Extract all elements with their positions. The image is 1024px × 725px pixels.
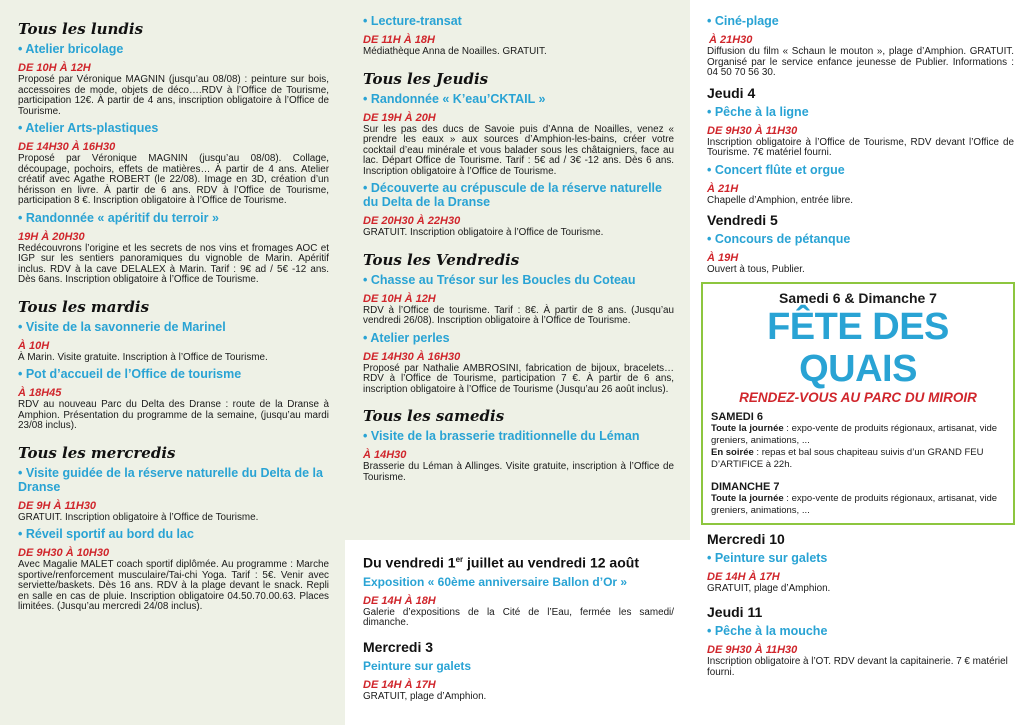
day-heading-mardi: Tous les mardis: [18, 297, 150, 316]
event-time: DE 10H À 12H: [18, 62, 91, 74]
event-description: Brasserie du Léman à Allinges. Visite gratuite, inscription à l’Office de Tourisme.: [363, 461, 674, 483]
event-exposition-ballon-dor: [363, 575, 674, 629]
day-heading-vendredi: Tous les Vendredis: [363, 250, 520, 269]
event-reveil-sportif: [18, 527, 329, 613]
column-2-dated: [345, 540, 690, 702]
fete-title: FÊTE DES QUAIS: [767, 305, 949, 390]
event-peche-mouche: [707, 624, 1014, 678]
event-time: DE 14H À 17H: [707, 570, 780, 583]
column-3: [690, 0, 1024, 725]
event-title: • Réveil sportif au bord du lac: [18, 527, 194, 541]
event-title: • Randonnée « K’eau’CKTAIL »: [363, 91, 546, 106]
event-description: Ouvert à tous, Publier.: [707, 264, 805, 275]
event-time: DE 9H30 À 11H30: [707, 124, 798, 137]
event-time: DE 19H À 20H: [363, 111, 436, 124]
date-heading-mercredi-10: Mercredi 10: [707, 530, 785, 547]
event-atelier-bricolage: [18, 42, 329, 117]
event-title: • Pot d’accueil de l’Office de tourisme: [18, 367, 242, 381]
event-time: DE 14H30 À 16H30: [18, 141, 116, 153]
event-lecture-transat: [363, 14, 674, 58]
date-heading-jeudi-11: Jeudi 11: [707, 604, 763, 620]
event-time: 19H À 20H30: [18, 230, 85, 243]
event-time: DE 9H À 11H30: [18, 499, 97, 512]
column-2-recurring: [345, 0, 690, 540]
event-time: À 18H45: [18, 387, 62, 399]
event-title: • Peinture sur galets: [707, 550, 828, 565]
event-title: • Randonnée « apéritif du terroir »: [18, 210, 219, 225]
event-time: DE 10H À 12H: [363, 292, 436, 305]
event-time: DE 9H30 À 11H30: [707, 644, 798, 656]
fete-dimanche-label: DIMANCHE 7: [711, 480, 780, 493]
event-title: Exposition « 60ème anniversaire Ballon d’Or »: [363, 574, 628, 589]
event-title: Peinture sur galets: [363, 658, 472, 673]
event-time: DE 14H À 17H: [363, 678, 436, 691]
date-heading-jeudi-4: Jeudi 4: [707, 84, 756, 101]
event-randonnee-keauckail: [363, 92, 674, 178]
event-title: • Pêche à la ligne: [707, 104, 809, 119]
fete-dimanche-line-1: Toute la journée : expo-vente de produits régionaux, artisanat, vide greniers, animations, ...: [711, 492, 998, 516]
event-description: Proposé par Véronique MAGNIN (jusqu’au 08/08). Collage, découpage, pochoirs, effets de matières… À partir de 4 ans. Atelier créatif avec Agathe ROBERT (le 22/08). Image en 3D, création d’un hérisson en livre. À partir de 6 ans. RDV à l’Office de Tourisme, participation 8 €. Inscription obligatoire à l’Office de Tourisme.: [18, 153, 329, 206]
fete-samedi-line-1: Toute la journée : expo-vente de produits régionaux, artisanat, vide greniers, animations, ...: [711, 422, 998, 446]
event-description: Diffusion du film « Schaun le mouton », plage d’Amphion. GRATUIT. Organisé par le service enfance jeunesse de Publier. Informations : 04 50 70 56 30.: [707, 46, 1014, 78]
column-1: [0, 0, 345, 725]
column-2: [345, 0, 690, 725]
event-description: GRATUIT, plage d’Amphion.: [363, 690, 487, 702]
event-title: • Visite de la brasserie traditionnelle du Léman: [363, 429, 640, 443]
day-heading-jeudi: Tous les Jeudis: [363, 69, 489, 88]
event-time: À 21H30: [709, 34, 753, 46]
event-title: • Visite de la savonnerie de Marinel: [18, 319, 226, 334]
fete-subtitle: RENDEZ-VOUS AU PARC DU MIROIR: [739, 389, 977, 405]
event-title: • Pêche à la mouche: [707, 624, 828, 638]
event-description: Avec Magalie MALET coach sportif diplômée. Au programme : Marche sportive/renforcement musculaire/Tai-chi Yoga. Tarif : 5€. Venir avec serviette/baskets. Dès 16 ans. RDV à la plage devant le snack. Repli en salle en cas de pluie. Inscription obligatoire 04.50.70.00.63. Places limitées. (Jusqu’au mercredi 24/08 inclus).: [18, 559, 329, 612]
event-description: GRATUIT. Inscription obligatoire à l’Office de Tourisme.: [363, 227, 604, 238]
event-description: Galerie d’expositions de la Cité de l’Eau, fermée les samedi/ dimanche.: [363, 606, 674, 629]
event-title: • Concert flûte et orgue: [707, 162, 845, 177]
event-description: Médiathèque Anna de Noailles. GRATUIT.: [363, 46, 547, 57]
event-brasserie-leman: [363, 429, 674, 483]
event-description: Sur les pas des ducs de Savoie puis d’Anna de Noailles, venez « prendre les eaux » aux sources d’Amphion-les-bains, créer votre cocktail d’eau minérale et vous balader sous les châtaigniers, face au lac. Départ Office de Tourisme. Tarif : 5€ ad / 3€ -12 ans. Dès 6 ans. Inscription obligatoire à l’Office de Tourisme.: [363, 123, 674, 177]
event-time: DE 11H À 18H: [363, 34, 435, 46]
event-time: À 10H: [18, 339, 50, 352]
event-atelier-perles: [363, 331, 674, 396]
event-time: À 14H30: [363, 449, 407, 461]
date-heading-vendredi-5: Vendredi 5: [707, 212, 778, 228]
event-chasse-tresor: [363, 273, 674, 327]
event-time: DE 9H30 À 10H30: [18, 547, 110, 559]
event-time: DE 14H30 À 16H30: [363, 350, 461, 363]
fete-samedi-line-2: En soirée : repas et bal sous chapiteau suivis d’un GRAND FEU D’ARTIFICE à 22h.: [711, 446, 984, 470]
event-atelier-arts-plastiques: [18, 121, 329, 207]
event-title: • Atelier perles: [363, 330, 450, 345]
event-peinture-galets-3: [363, 659, 674, 703]
event-visite-guidee-delta: [18, 466, 329, 524]
event-concours-petanque: [707, 232, 1014, 276]
event-title: • Lecture-transat: [363, 14, 462, 28]
event-peinture-galets-10: [707, 551, 1014, 595]
event-time: DE 14H À 18H: [363, 594, 436, 607]
event-description: RDV à l’Office de tourisme. Tarif : 8€. À partir de 8 ans. (Jusqu’au vendredi 26/08). Inscription obligatoire à l’Office de Tourisme.: [363, 304, 674, 326]
event-title: • Visite guidée de la réserve naturelle du Delta de la Dranse: [18, 465, 323, 494]
event-savonnerie: [18, 320, 329, 364]
date-heading-mercredi-3: Mercredi 3: [363, 638, 434, 655]
event-description: Redécouvrons l’origine et les secrets de nos vins et fromages AOC et IGP sur les sentiers panoramiques du vignoble de Marin. Apéritif inclus. RDV à la cave DELALEX à Marin. Tarif : 9€ ad / 5€ -12 ans. Dès 6ans. Inscription obligatoire à l’Office de Tourisme.: [18, 242, 329, 285]
event-peche-ligne: [707, 105, 1014, 159]
event-pot-accueil: [18, 367, 329, 432]
event-description: Chapelle d’Amphion, entrée libre.: [707, 194, 854, 206]
event-description: GRATUIT. Inscription obligatoire à l’Office de Tourisme.: [18, 511, 259, 523]
event-title: • Ciné-plage: [707, 14, 779, 28]
event-description: À Marin. Visite gratuite. Inscription à l’Office de Tourisme.: [18, 351, 268, 363]
event-randonnee-aperitif: [18, 211, 329, 286]
event-cine-plage: [707, 14, 1014, 79]
event-title: • Atelier bricolage: [18, 42, 124, 56]
event-title: • Concours de pétanque: [707, 232, 851, 246]
event-description: RDV au nouveau Parc du Delta des Dranse : route de la Dranse à Amphion. Présentation du programme de la semaine, (jusqu’au mardi 23/08 inclus).: [18, 399, 329, 431]
event-description: Proposé par Nathalie AMBROSINI, fabrication de bijoux, bracelets… RDV à l’Office de Tourisme, participation 7 €. À partir de 6 ans, inscription obligatoire à l’Office de Tourisme (Jusqu’au 26 août inclus).: [363, 362, 674, 395]
event-title: • Chasse au Trésor sur les Boucles du Coteau: [363, 272, 636, 287]
event-time: DE 20H30 À 22H30: [363, 215, 461, 227]
day-heading-lundi: Tous les lundis: [18, 20, 144, 38]
event-description: GRATUIT, plage d’Amphion.: [707, 582, 831, 594]
event-description: Proposé par Véronique MAGNIN (jusqu’au 08/08) : peinture sur bois, accessoires de mode, objets de déco….RDV à l’Office de Tourisme, participation 12€. À partir de 4 ans, inscription obligatoire à l’Office de Tourisme.: [18, 74, 329, 117]
event-title: • Atelier Arts-plastiques: [18, 121, 159, 135]
period-heading: Du vendredi 1er juillet au vendredi 12 août: [363, 554, 639, 571]
fete-des-quais-box: [701, 282, 1015, 525]
event-time: À 21H: [707, 182, 739, 195]
event-time: À 19H: [707, 252, 739, 264]
event-description: Inscription obligatoire à l’OT. RDV devant la capitainerie. 7 € matériel fourni.: [707, 656, 1008, 678]
event-description: Inscription obligatoire à l’Office de Tourisme, RDV devant l’Office de Tourisme. 7€ matériel fourni.: [707, 136, 1014, 158]
fete-date: Samedi 6 & Dimanche 7: [779, 289, 937, 306]
day-heading-samedi: Tous les samedis: [363, 407, 505, 425]
event-decouverte-crepuscule: [363, 181, 674, 239]
fete-samedi-label: SAMEDI 6: [711, 410, 763, 423]
day-heading-mercredi: Tous les mercredis: [18, 443, 176, 462]
event-concert-flute-orgue: [707, 163, 1014, 207]
event-title: • Découverte au crépuscule de la réserve naturelle du Delta de la Dranse: [363, 181, 662, 209]
